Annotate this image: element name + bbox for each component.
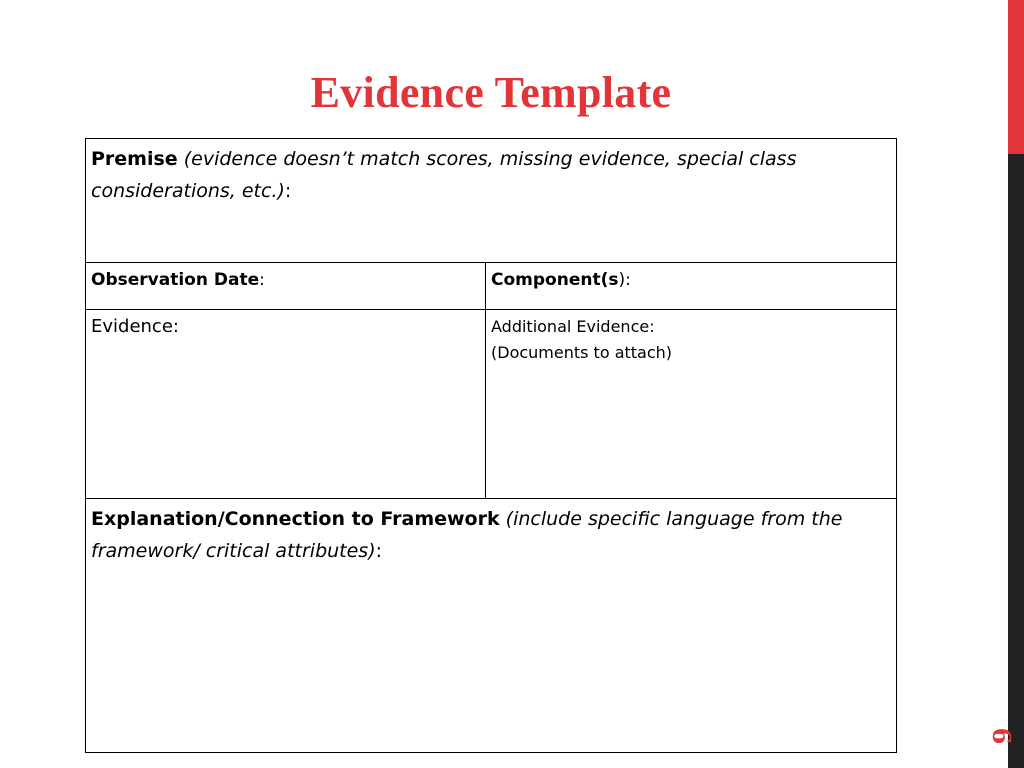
components-cell[interactable] [486,263,897,310]
evidence-label: Evidence: [91,316,179,337]
meta-row [86,263,897,310]
premise-suffix: : [284,180,292,202]
observation-date-cell[interactable] [86,263,486,310]
components-suffix: ): [618,270,631,290]
premise-cell[interactable] [86,139,897,263]
explanation-suffix: : [375,540,383,562]
slide-number: 6 [987,727,1016,745]
premise-label: Premise [91,148,178,170]
additional-evidence-note: (Documents to attach) [491,343,673,362]
explanation-label: Explanation/Connection to Framework [91,508,500,530]
additional-evidence-label: Additional Evidence: [491,317,655,336]
evidence-cell[interactable] [86,310,486,499]
sidebar-accent-strip [1008,0,1024,154]
observation-date-label: Observation Date [91,270,260,290]
evidence-template-table [85,138,897,753]
evidence-row [86,310,897,499]
premise-hint: (evidence doesn’t match scores, missing evidence, special class considerations, etc.) [91,148,797,202]
explanation-cell[interactable] [86,499,897,753]
explanation-row [86,499,897,753]
observation-date-suffix: : [259,270,265,290]
components-label: Component(s [491,270,619,290]
page-title: Evidence Template [310,68,672,117]
explanation-hint: (include specific language from the framework/ critical attributes) [91,508,843,562]
premise-row [86,139,897,263]
additional-evidence-cell[interactable] [486,310,897,499]
